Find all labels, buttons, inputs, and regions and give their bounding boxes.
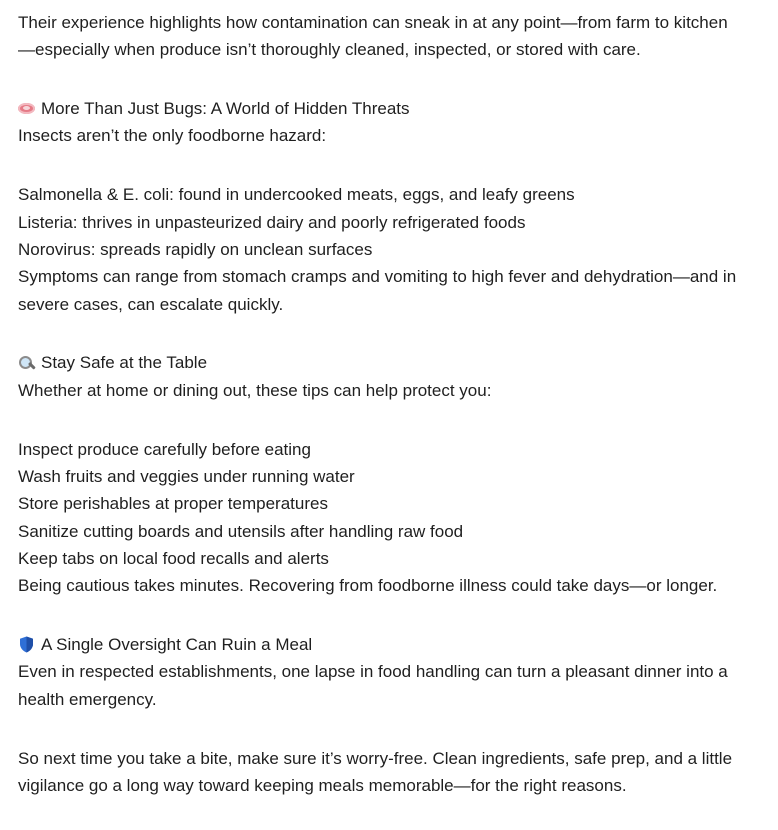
meat-icon: [18, 100, 35, 117]
conclusion-line: vigilance go a long way toward keeping meals memorable—for the right reasons.: [18, 775, 627, 795]
section-lead: Insects aren’t the only foodborne hazard:: [18, 126, 327, 146]
conclusion-paragraph: [18, 745, 760, 800]
section-closing: severe cases, can escalate quickly.: [18, 294, 284, 314]
list-item: Store perishables at proper temperatures: [18, 494, 328, 514]
section-heading: [18, 631, 760, 658]
list-item: Inspect produce carefully before eating: [18, 439, 311, 459]
section-heading-text: A Single Oversight Can Ruin a Meal: [41, 635, 313, 655]
paragraph-gap: [18, 318, 760, 350]
section-heading: [18, 95, 760, 122]
section-oversight: [18, 631, 760, 713]
list-item: Salmonella & E. coli: found in undercooked meats, eggs, and leafy greens: [18, 185, 575, 205]
section-threats: [18, 95, 760, 318]
intro-line: —especially when produce isn’t thoroughly cleaned, inspected, or stored with care.: [18, 40, 641, 60]
paragraph-gap: [18, 150, 760, 182]
list-item: Listeria: thrives in unpasteurized dairy and poorly refrigerated foods: [18, 212, 526, 232]
paragraph-gap: [18, 599, 760, 631]
list-item: Norovirus: spreads rapidly on unclean surfaces: [18, 239, 373, 259]
section-heading-text: Stay Safe at the Table: [41, 353, 208, 373]
paragraph-gap: [18, 404, 760, 436]
list-item: Wash fruits and veggies under running water: [18, 466, 355, 486]
section-closing: Being cautious takes minutes. Recovering from foodborne illness could take days—or longer.: [18, 576, 718, 596]
intro-paragraph: [18, 9, 760, 64]
intro-line: Their experience highlights how contamination can sneak in at any point—from farm to kitchen: [18, 13, 728, 32]
list-item: Sanitize cutting boards and utensils after handling raw food: [18, 521, 464, 541]
section-closing: Symptoms can range from stomach cramps and vomiting to high fever and dehydration—and in: [18, 267, 737, 287]
section-heading: [18, 349, 760, 376]
paragraph-gap: [18, 64, 760, 96]
section-safety: [18, 349, 760, 599]
list-item: Keep tabs on local food recalls and alerts: [18, 548, 329, 568]
section-body: Even in respected establishments, one lapse in food handling can turn a pleasant dinner into a: [18, 662, 728, 682]
magnifier-icon: [18, 355, 35, 372]
section-body: health emergency.: [18, 689, 157, 709]
paragraph-gap: [18, 713, 760, 745]
section-lead: Whether at home or dining out, these tips can help protect you:: [18, 380, 492, 400]
shield-icon: [18, 636, 35, 653]
conclusion-line: So next time you take a bite, make sure it’s worry-free. Clean ingredients, safe prep, and a little: [18, 748, 733, 768]
section-heading-text: More Than Just Bugs: A World of Hidden Threats: [41, 99, 410, 119]
